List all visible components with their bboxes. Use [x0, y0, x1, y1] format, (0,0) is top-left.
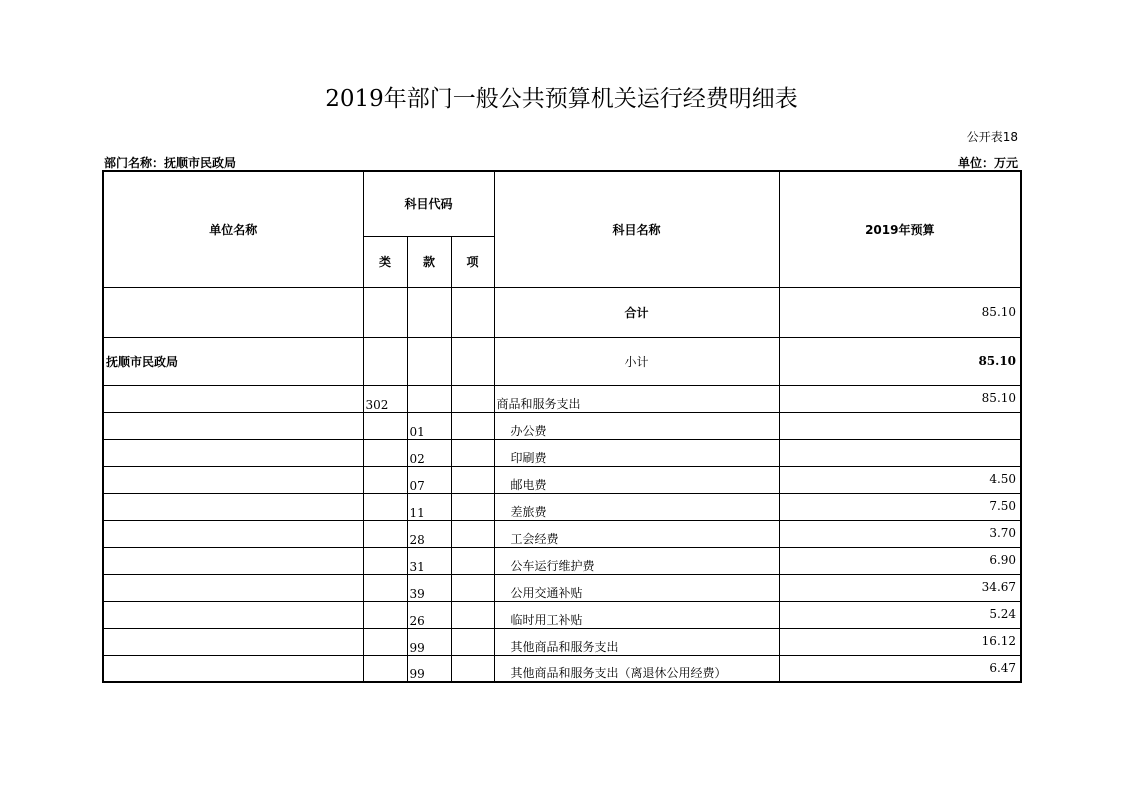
row-kuan: [407, 385, 451, 412]
department-label: 部门名称：抚顺市民政局: [104, 156, 237, 170]
row-lei: [363, 601, 407, 628]
row-subject-name: 商品和服务支出: [494, 385, 779, 412]
subtotal-value: 85.10: [779, 337, 1021, 385]
total-unit: [103, 287, 363, 337]
currency-unit-label: 单位：万元: [957, 156, 1018, 170]
header-lei: 类: [363, 236, 407, 287]
row-unit: [103, 547, 363, 574]
total-row: [103, 287, 1021, 337]
row-unit: [103, 385, 363, 412]
table-row: [103, 412, 1021, 439]
row-xiang: [451, 385, 494, 412]
subtotal-label: 小计: [494, 337, 779, 385]
row-xiang: [451, 466, 494, 493]
row-unit: [103, 601, 363, 628]
row-kuan: 28: [407, 520, 451, 547]
header-budget: 2019年预算: [779, 171, 1021, 287]
row-subject-name: 临时用工补贴: [494, 601, 779, 628]
row-lei: [363, 439, 407, 466]
row-kuan: 26: [407, 601, 451, 628]
table-row: [103, 547, 1021, 574]
row-budget-value: [779, 412, 1021, 439]
table-row: [103, 439, 1021, 466]
row-unit: [103, 655, 363, 682]
row-xiang: [451, 520, 494, 547]
row-kuan: 99: [407, 655, 451, 682]
row-xiang: [451, 439, 494, 466]
header-xiang: 项: [451, 236, 494, 287]
row-unit: [103, 493, 363, 520]
row-subject-name: 其他商品和服务支出（离退休公用经费）: [494, 655, 779, 682]
row-budget-value: [779, 439, 1021, 466]
table-row: [103, 466, 1021, 493]
row-xiang: [451, 628, 494, 655]
row-budget-value: 34.67: [779, 574, 1021, 601]
row-kuan: 31: [407, 547, 451, 574]
row-budget-value: 6.47: [779, 655, 1021, 682]
row-budget-value: 6.90: [779, 547, 1021, 574]
row-unit: [103, 574, 363, 601]
row-xiang: [451, 412, 494, 439]
row-subject-name: 其他商品和服务支出: [494, 628, 779, 655]
row-subject-name: 印刷费: [494, 439, 779, 466]
row-lei: [363, 547, 407, 574]
row-subject-name: 工会经费: [494, 520, 779, 547]
row-kuan: 01: [407, 412, 451, 439]
row-subject-name: 办公费: [494, 412, 779, 439]
row-lei: [363, 493, 407, 520]
header-unit-name: 单位名称: [103, 171, 363, 287]
row-xiang: [451, 655, 494, 682]
row-kuan: 99: [407, 628, 451, 655]
page-title: 2019年部门一般公共预算机关运行经费明细表: [325, 86, 798, 112]
row-unit: [103, 412, 363, 439]
row-budget-value: 16.12: [779, 628, 1021, 655]
budget-table: [102, 170, 1022, 683]
row-kuan: 07: [407, 466, 451, 493]
row-lei: [363, 628, 407, 655]
table-row: [103, 385, 1021, 412]
row-subject-name: 差旅费: [494, 493, 779, 520]
total-label: 合计: [494, 287, 779, 337]
row-lei: [363, 655, 407, 682]
table-row: [103, 520, 1021, 547]
row-unit: [103, 628, 363, 655]
row-xiang: [451, 547, 494, 574]
header-subject-name: 科目名称: [494, 171, 779, 287]
table-row: [103, 493, 1021, 520]
row-kuan: 39: [407, 574, 451, 601]
row-lei: [363, 466, 407, 493]
row-lei: [363, 574, 407, 601]
row-budget-value: 3.70: [779, 520, 1021, 547]
row-budget-value: 4.50: [779, 466, 1021, 493]
row-lei: [363, 412, 407, 439]
row-subject-name: 公用交通补贴: [494, 574, 779, 601]
table-row: [103, 574, 1021, 601]
row-unit: [103, 466, 363, 493]
row-unit: [103, 439, 363, 466]
table-row: [103, 601, 1021, 628]
table-row: [103, 655, 1021, 682]
subtotal-unit: 抚顺市民政局: [103, 337, 363, 385]
table-row: [103, 628, 1021, 655]
row-budget-value: 5.24: [779, 601, 1021, 628]
row-xiang: [451, 601, 494, 628]
row-budget-value: 7.50: [779, 493, 1021, 520]
row-budget-value: 85.10: [779, 385, 1021, 412]
form-number: 公开表18: [966, 130, 1018, 144]
total-value: 85.10: [779, 287, 1021, 337]
row-lei: [363, 520, 407, 547]
header-kuan: 款: [407, 236, 451, 287]
header-subject-code: 科目代码: [363, 171, 494, 236]
row-subject-name: 公车运行维护费: [494, 547, 779, 574]
row-xiang: [451, 493, 494, 520]
row-xiang: [451, 574, 494, 601]
row-lei: 302: [363, 385, 407, 412]
subtotal-row: [103, 337, 1021, 385]
row-kuan: 11: [407, 493, 451, 520]
row-unit: [103, 520, 363, 547]
row-kuan: 02: [407, 439, 451, 466]
row-subject-name: 邮电费: [494, 466, 779, 493]
